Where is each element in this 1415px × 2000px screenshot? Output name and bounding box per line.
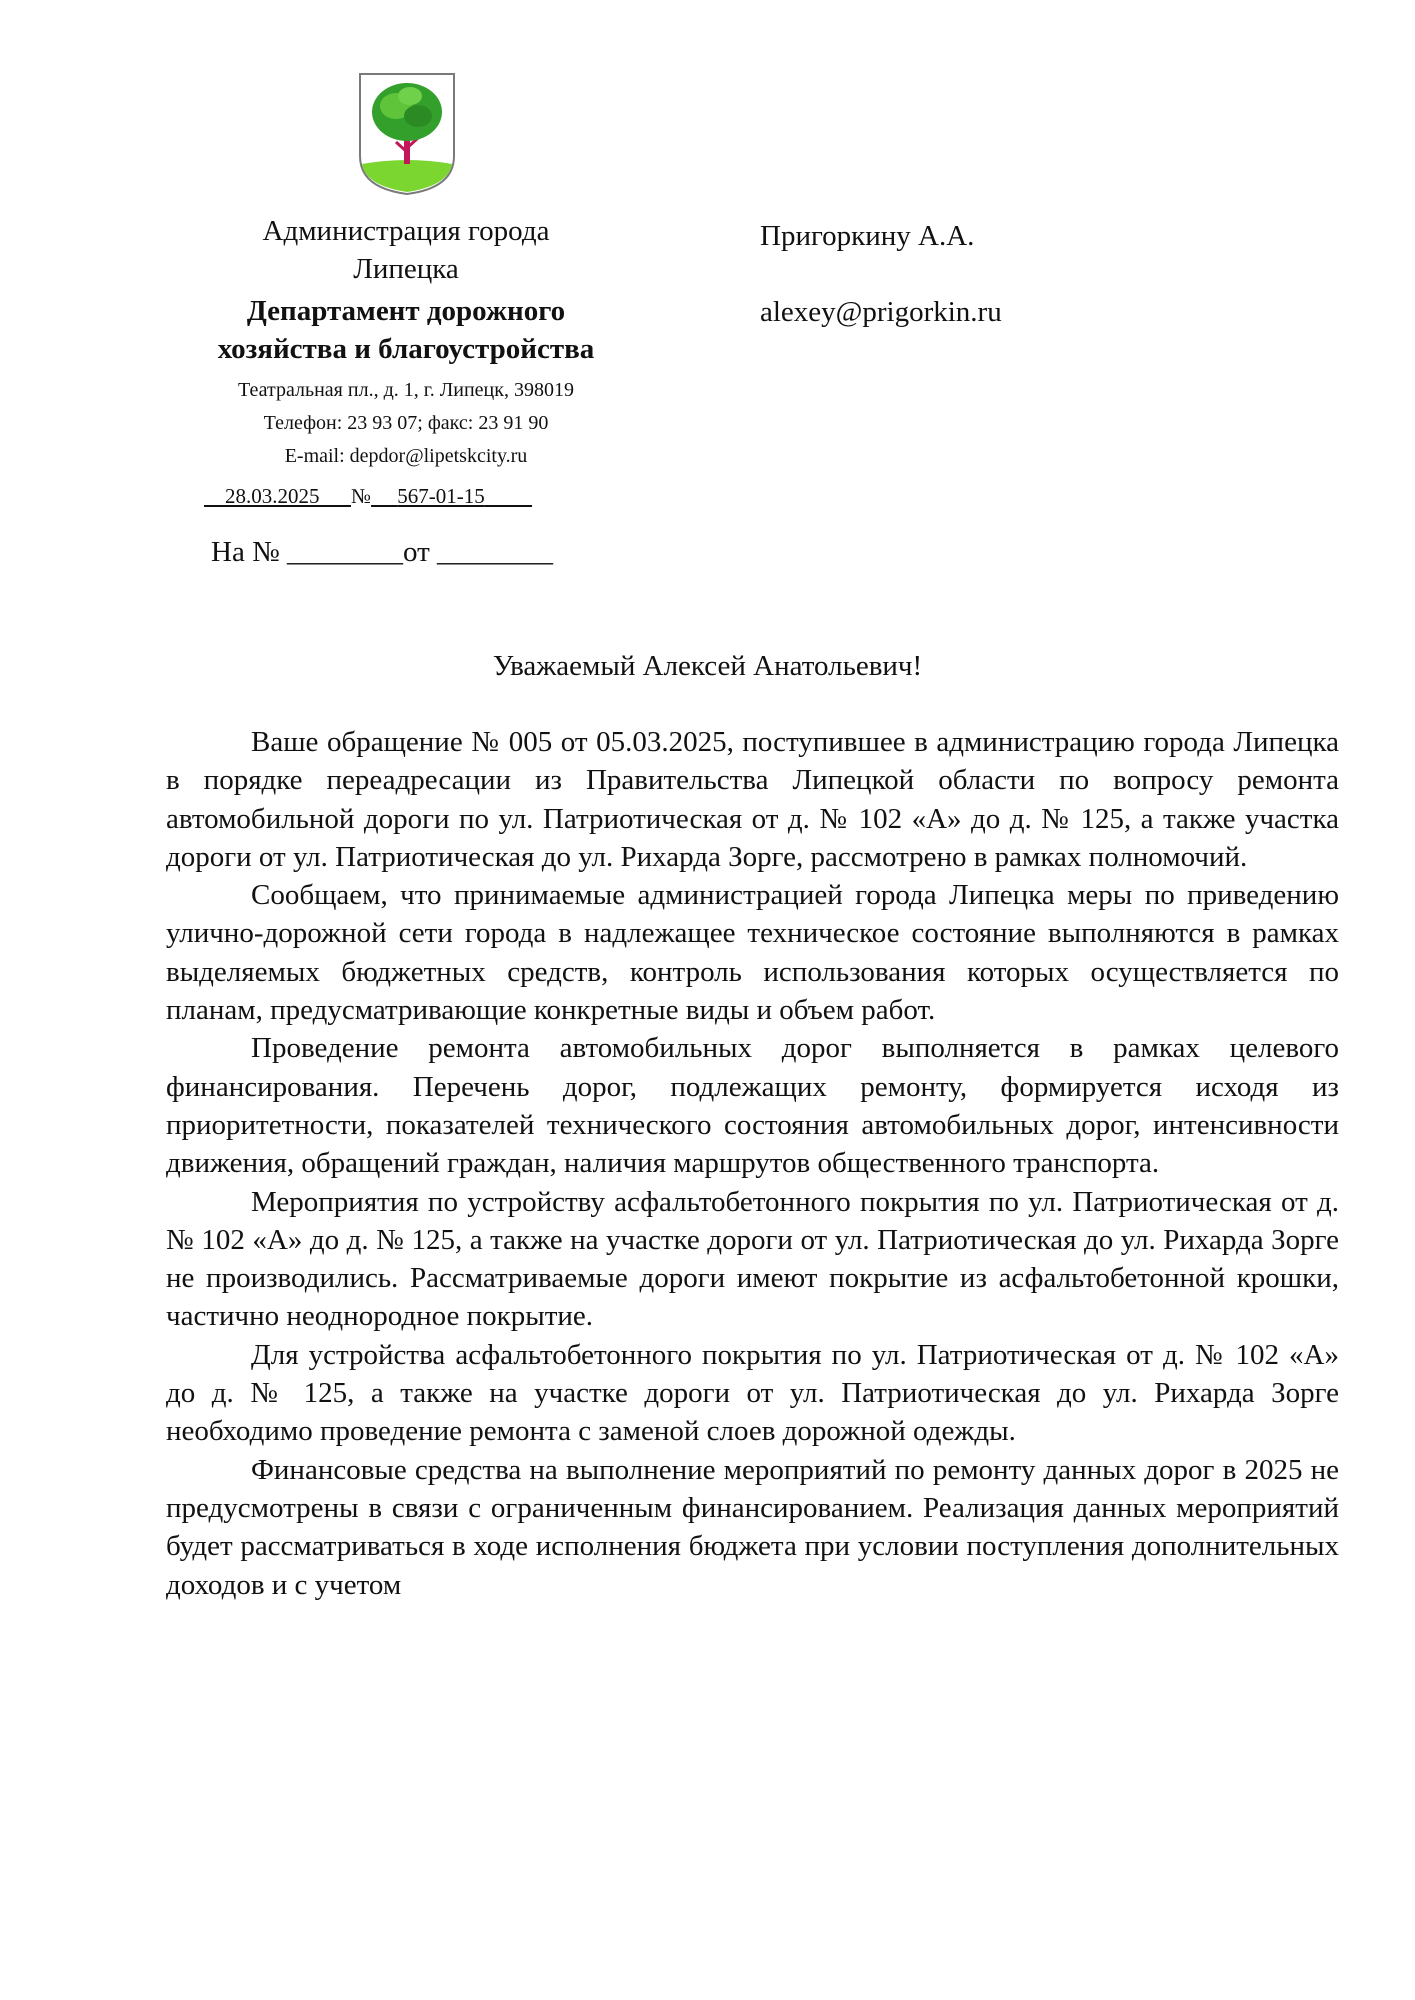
registration-line — [204, 484, 532, 509]
city-emblem-icon — [358, 72, 456, 196]
registration-number: 567-01-15 — [397, 484, 485, 508]
reference-number-blank: ________ — [286, 536, 403, 568]
reference-line — [211, 536, 553, 569]
recipient-email: alexey@prigorkin.ru — [760, 296, 1002, 328]
sender-org-line2: Липецка — [353, 253, 459, 285]
sender-dept-line2: хозяйства и благоустройства — [217, 333, 595, 365]
body-paragraph: Мероприятия по устройству асфальтобетонного покрытия по ул. Патриотическая от д. № 102 «А» до д. № 125, а также на участке дороги от ул. Патриотическая до ул. Рихарда Зорге не производились. Рассматриваемые дороги имеют покрытие из асфальтобетонной крошки, частично неоднородное покрытие. — [166, 1185, 1339, 1333]
sender-block — [180, 212, 632, 473]
sender-org-line1: Администрация города — [262, 215, 550, 247]
registration-date: 28.03.2025 — [225, 484, 320, 508]
recipient-name: Пригоркину А.А. — [760, 220, 975, 252]
reference-label: На № — [211, 536, 280, 568]
body-paragraph: Для устройства асфальтобетонного покрытия по ул. Патриотическая от д. № 102 «А» до д. № 125, а также на участке дороги от ул. Патриотическая до ул. Рихарда Зорге необходимо проведение ремонта с заменой слоев дорожной одежды. — [166, 1338, 1339, 1448]
body-paragraph: Ваше обращение № 005 от 05.03.2025, поступившее в администрацию города Липецка в порядке переадресации из Правительства Липецкой области по вопросу ремонта автомобильной дороги по ул. Патриотическая от д. № 102 «А» до д. № 125, а также участка дороги от ул. Патриотическая до ул. Рихарда Зорге, рассмотрено в рамках полномочий. — [166, 726, 1339, 873]
sender-dept-line1: Департамент дорожного — [246, 295, 566, 327]
sender-address: Театральная пл., д. 1, г. Липецк, 398019 — [238, 379, 574, 401]
body-paragraph: Финансовые средства на выполнение мероприятий по ремонту данных дорог в 2025 не предусмотрены в связи с ограниченным финансированием. Реализация данных мероприятий будет рассматриваться в ходе исполнения бюджета при условии поступления дополнительных доходов и с учетом — [166, 1453, 1339, 1601]
sender-phone: Телефон: 23 93 07; факс: 23 91 90 — [263, 412, 549, 434]
reference-date-blank: ________ — [437, 536, 554, 568]
recipient-block — [760, 216, 1002, 332]
sender-email: E-mail: depdor@lipetskcity.ru — [284, 445, 528, 467]
body-paragraph: Сообщаем, что принимаемые администрацией города Липецка меры по приведению улично-дорожной сети города в надлежащее техническое состояние выполняются в рамках выделяемых бюджетных средств, контроль использования которых осуществляется по планам, предусматривающие конкретные виды и объем работ. — [166, 879, 1339, 1027]
registration-number-sign: № — [351, 484, 372, 508]
salutation: Уважаемый Алексей Анатольевич! — [492, 650, 923, 682]
reference-from-label: от — [402, 536, 430, 568]
body-paragraph: Проведение ремонта автомобильных дорог выполняется в рамках целевого финансирования. Перечень дорог, подлежащих ремонту, формируется исходя из приоритетности, показателей технического состояния автомобильных дорог, интенсивности движения, обращений граждан, наличия маршрутов общественного транспорта. — [166, 1032, 1339, 1180]
letter-body — [166, 723, 1339, 1604]
